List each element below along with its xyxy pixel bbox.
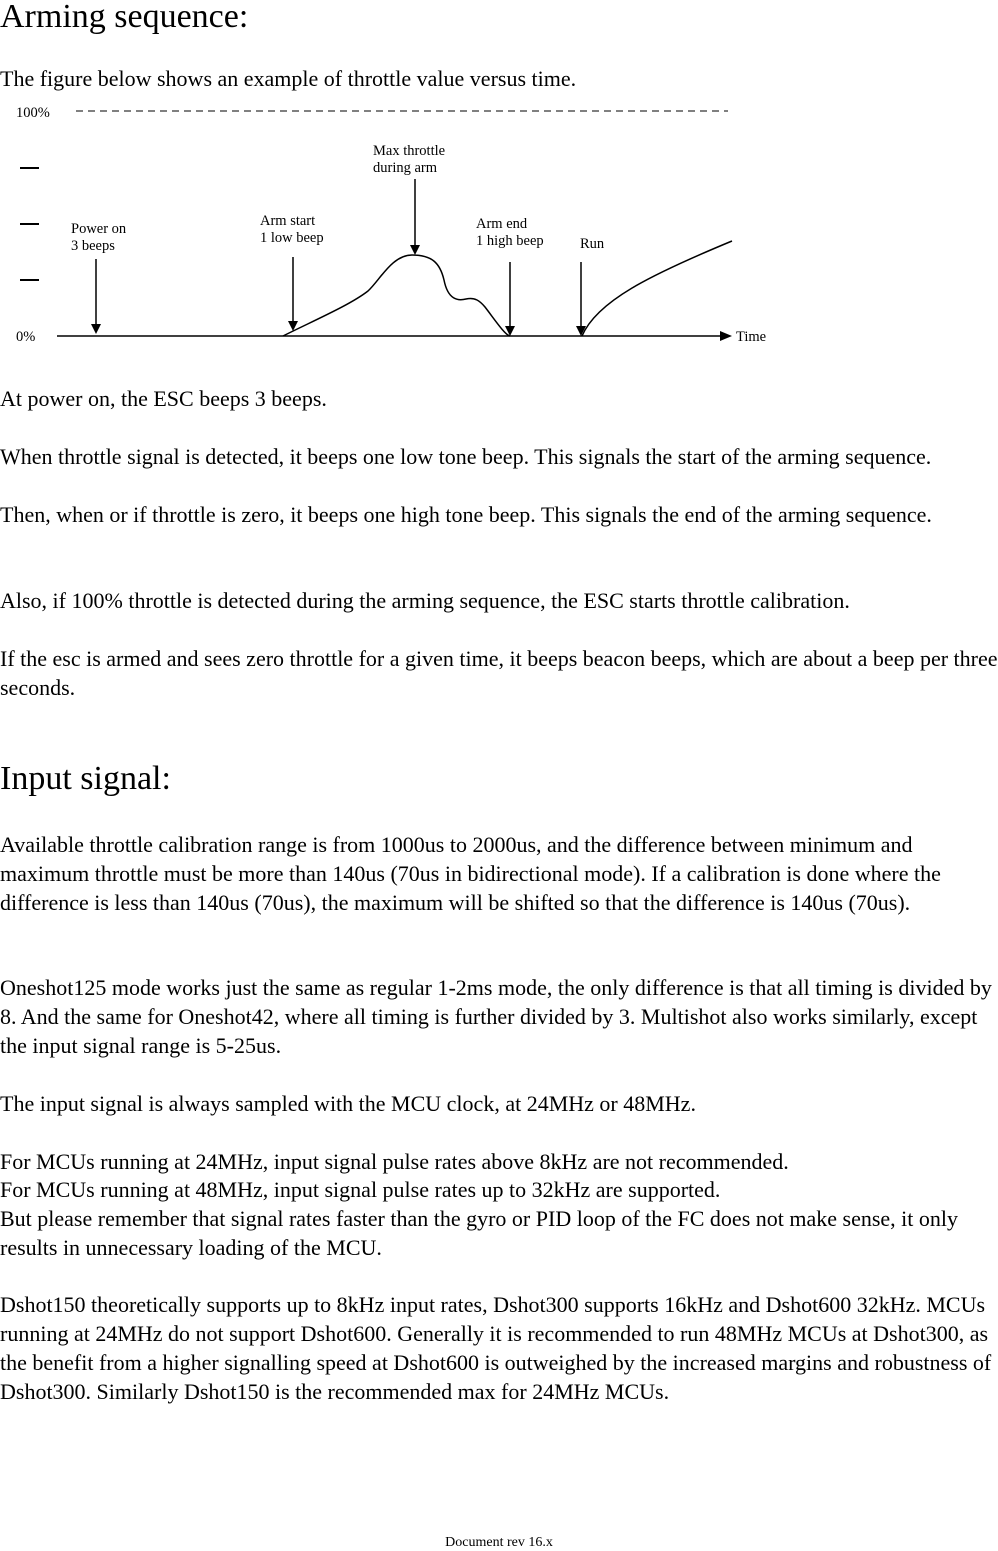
annotation-arm-end: Arm end 1 high beep — [476, 216, 544, 249]
paragraph-high-beep: Then, when or if throttle is zero, it beeps one high tone beep. This signals the end of the arming sequence. — [0, 502, 932, 527]
annotation-arm-start: Arm start 1 low beep — [260, 213, 324, 246]
paragraph-power-on: At power on, the ESC beeps 3 beeps. — [0, 386, 327, 411]
paragraph-oneshot: Oneshot125 mode works just the same as regular 1-2ms mode, the only difference is that all timing is divided by 8. And the same for Oneshot42, where all timing is further divided by 3. Multishot also works similarly, except the input signal range is 5-25us. — [0, 975, 992, 1058]
paragraph-calibration: Also, if 100% throttle is detected during the arming sequence, the ESC starts throttle calibration. — [0, 588, 850, 613]
paragraph-calibration-range: Available throttle calibration range is from 1000us to 2000us, and the difference between minimum and maximum throttle must be more than 140us (70us in bidirectional mode). If a calibration is done where the difference is less than 140us (70us), the maximum will be shifted so that the difference is 140us (70us). — [0, 832, 941, 915]
y-bottom-label: 0% — [16, 329, 36, 345]
paragraph-48mhz: For MCUs running at 48MHz, input signal pulse rates up to 32kHz are supported. — [0, 1177, 721, 1202]
document-footer: Document rev 16.x — [445, 1535, 553, 1550]
paragraph-dshot: Dshot150 theoretically supports up to 8kHz input rates, Dshot300 supports 16kHz and Dshot600 32kHz. MCUs running at 24MHz do not support Dshot600. Generally it is recommended to run 48MHz MCUs at Dshot300, as the benefit from a higher signalling speed at Dshot600 is outweighed by the increased margins and robustness of Dshot300. Similarly Dshot150 is the recommended max for 24MHz MCUs. — [0, 1292, 992, 1404]
figure-intro: The figure below shows an example of throttle value versus time. — [0, 66, 577, 91]
y-top-label: 100% — [16, 105, 50, 121]
annotation-power-on: Power on 3 beeps — [71, 221, 127, 254]
throttle-vs-time-figure — [0, 95, 800, 360]
throttle-curve — [283, 241, 732, 336]
annotation-max-throttle: Max throttle during arm — [373, 143, 446, 176]
section-title-input-signal: Input signal: — [0, 760, 171, 797]
paragraph-sampling: The input signal is always sampled with the MCU clock, at 24MHz or 48MHz. — [0, 1091, 696, 1116]
paragraph-low-beep: When throttle signal is detected, it beeps one low tone beep. This signals the start of the arming sequence. — [0, 444, 932, 469]
x-axis-label: Time — [736, 329, 767, 345]
time-axis-arrowhead — [720, 331, 732, 341]
annotation-run: Run — [580, 236, 605, 252]
paragraph-beacon: If the esc is armed and sees zero throttle for a given time, it beeps beacon beeps, which are about a beep per three seconds. — [0, 646, 998, 700]
paragraph-24mhz: For MCUs running at 24MHz, input signal pulse rates above 8kHz are not recommended. — [0, 1149, 789, 1174]
paragraph-signal-rates: But please remember that signal rates faster than the gyro or PID loop of the FC does not make sense, it only results in unnecessary loading of the MCU. — [0, 1206, 958, 1260]
section-title-arming: Arming sequence: — [0, 0, 249, 35]
